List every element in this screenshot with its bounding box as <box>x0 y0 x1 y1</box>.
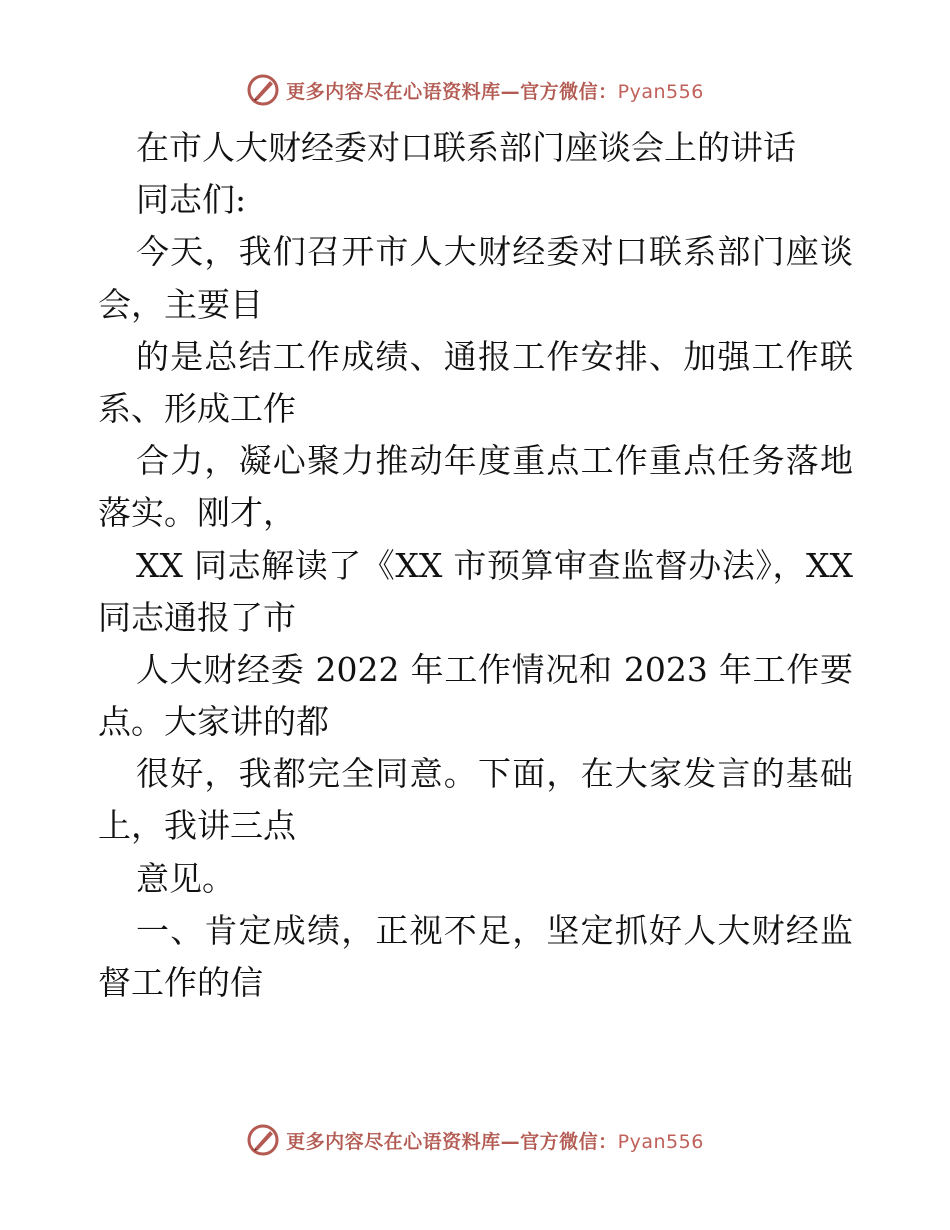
document-body <box>98 122 853 1009</box>
text-line: 一、肯定成绩，正视不足，坚定抓好人大财经监 <box>136 910 853 950</box>
watermark-site: 更多内容尽在心语资料库—官方微信： <box>286 80 618 103</box>
text-line: 的是总结工作成绩、通报工作安排、加强工作联 <box>136 336 853 376</box>
text-line: 系、形成工作 <box>98 388 296 428</box>
text-line: 意见。 <box>136 858 235 898</box>
quill-seal-icon <box>246 73 280 107</box>
text-line: 落实。刚才， <box>98 493 296 533</box>
text-line: 上，我讲三点 <box>98 806 296 846</box>
text-line: 点。大家讲的都 <box>98 702 329 742</box>
footer-watermark <box>0 1120 950 1160</box>
watermark-wechat-id: Pyan556 <box>617 1130 704 1153</box>
watermark-text <box>286 77 704 104</box>
text-line: 督工作的信 <box>98 963 263 1002</box>
quill-seal-icon <box>246 1123 280 1157</box>
text-line: 很好，我都完全同意。下面，在大家发言的基础 <box>136 754 853 794</box>
text-line: 人大财经委 2022 年工作情况和 2023 年工作要 <box>136 649 853 689</box>
document-title: 在市人大财经委对口联系部门座谈会上的讲话 <box>136 128 796 167</box>
salutation: 同志们: <box>136 180 247 220</box>
text-line: 会，主要目 <box>98 284 263 324</box>
text-line: 同志通报了市 <box>98 597 296 637</box>
watermark-wechat-id: Pyan556 <box>617 80 704 103</box>
text-line: 今天，我们召开市人大财经委对口联系部门座谈 <box>136 232 853 272</box>
text-line: 合力，凝心聚力推动年度重点工作重点任务落地 <box>136 441 853 481</box>
text-line: XX 同志解读了《XX 市预算审查监督办法》，XX <box>136 545 853 585</box>
header-watermark <box>0 70 950 110</box>
watermark-site: 更多内容尽在心语资料库—官方微信： <box>286 1130 618 1153</box>
watermark-text <box>286 1127 704 1154</box>
